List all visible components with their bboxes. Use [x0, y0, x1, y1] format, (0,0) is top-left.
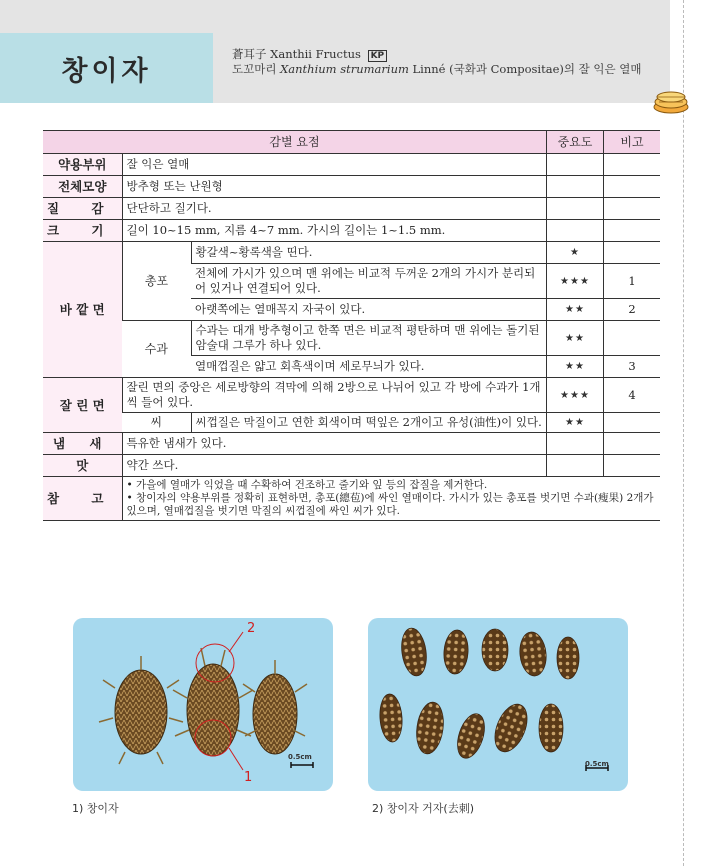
herb-bundle-icon	[651, 85, 691, 115]
header-line-1	[232, 47, 662, 62]
burs-with-spines-illustration	[73, 618, 333, 791]
bract-point-2-note: 1	[604, 264, 661, 299]
cut-point-1-note: 4	[604, 378, 661, 413]
scale-bar-1	[291, 762, 313, 768]
bur-2	[173, 648, 253, 756]
scale-label-2: 0.5cm	[585, 760, 609, 768]
bract-point-2-importance: ★★★	[547, 264, 604, 299]
col-note-header: 비고	[604, 131, 661, 154]
identification-table	[43, 130, 660, 521]
bur-1	[99, 656, 183, 764]
bract-point-1-importance: ★	[547, 242, 604, 264]
row-label-texture: 질 감	[43, 198, 122, 220]
bur-3	[243, 660, 307, 754]
col-importance-header: 중요도	[547, 131, 604, 154]
row-label-taste: 맛	[43, 455, 122, 477]
col-main-header: 감별 요점	[43, 131, 547, 154]
bract-point-3-note: 2	[604, 299, 661, 321]
figure-1-caption: 1) 창이자	[72, 802, 119, 815]
texture-value: 단단하고 질기다.	[122, 198, 546, 220]
seed-point-importance: ★★	[547, 413, 604, 433]
row-label-size: 크 기	[43, 220, 122, 242]
leader-line-1	[229, 748, 243, 770]
header-description	[232, 47, 662, 77]
scale-label-1: 0.5cm	[288, 753, 312, 761]
achene-point-1: 수과는 대개 방추형이고 한쪽 면은 비교적 평탄하며 맨 위에는 돌기된 암술대 그루가 하나 있다.	[191, 321, 546, 356]
achene-point-1-importance: ★★	[547, 321, 604, 356]
achene-label: 수과	[122, 321, 191, 378]
seed-label: 씨	[122, 413, 191, 433]
species-name: Xanthium strumarium	[280, 62, 409, 76]
plant-korean-name: 도꼬마리	[232, 62, 277, 76]
achene-point-2-note: 3	[604, 356, 661, 378]
reference-notes	[122, 477, 660, 521]
seed-point: 씨껍질은 막질이고 연한 회색이며 떡잎은 2개이고 유성(油性)이 있다.	[191, 413, 546, 433]
row-label-part: 약용부위	[43, 154, 122, 176]
row-label-smell: 냄 새	[43, 433, 122, 455]
hanja-name: 蒼耳子	[232, 47, 267, 61]
bract-point-3-importance: ★★	[547, 299, 604, 321]
bract-point-1: 황갈색~황록색을 띤다.	[191, 242, 546, 264]
row-label-cut: 잘 린 면	[43, 378, 122, 433]
cut-point-1: 잘린 면의 중앙은 세로방향의 격막에 의해 2방으로 나뉘어 있고 각 방에 수과가 1개씩 들어 있다.	[122, 378, 546, 413]
kp-badge: KP	[368, 50, 388, 62]
leader-line-2	[229, 632, 243, 652]
row-label-outer: 바 깥 면	[43, 242, 122, 378]
row-label-reference: 참 고	[43, 477, 122, 521]
bract-point-3: 아랫쪽에는 열매꼭지 자국이 있다.	[191, 299, 546, 321]
reference-note-1: • 가을에 열매가 익었을 때 수확하여 건조하고 줄기와 잎 등의 잡질을 제거한다.	[126, 479, 488, 491]
figure-1-photo	[73, 618, 333, 791]
achene-point-2-importance: ★★	[547, 356, 604, 378]
marker-label-2: 2	[247, 621, 256, 636]
smell-value: 특유한 냄새가 있다.	[122, 433, 546, 455]
plant-family: Linné (국화과 Compositae)의 잘 익은 열매	[412, 62, 642, 76]
marker-label-1: 1	[244, 770, 253, 785]
achene-point-2: 열매껍질은 얇고 회흑색이며 세로무늬가 있다.	[191, 356, 546, 378]
taste-value: 약간 쓰다.	[122, 455, 546, 477]
dehusked-burs	[378, 627, 579, 762]
bract-label: 총포	[122, 242, 191, 321]
bract-point-2: 전체에 가시가 있으며 맨 위에는 비교적 두꺼운 2개의 가시가 분리되어 있거나 연결되어 있다.	[191, 264, 546, 299]
reference-note-2: • 창이자의 약용부위를 정확히 표현하면, 총포(總苞)에 싸인 열매이다. 가시가 있는 총포를 벗기면 수과(瘦果) 2개가 있으며, 열매껍질을 벗기면 막질의 씨껍질에 싸인 씨가 있다.	[126, 492, 654, 517]
part-value: 잘 익은 열매	[122, 154, 546, 176]
page-margin-line	[683, 0, 684, 866]
cut-point-1-importance: ★★★	[547, 378, 604, 413]
shape-value: 방추형 또는 난원형	[122, 176, 546, 198]
title-box	[0, 33, 213, 103]
latin-drug-name: Xanthii Fructus	[270, 47, 361, 61]
page-title: 창이자	[61, 55, 152, 87]
header-line-2	[232, 62, 662, 77]
figure-2-caption: 2) 창이자 거자(去刺)	[372, 802, 474, 815]
row-label-shape: 전체모양	[43, 176, 122, 198]
size-value: 길이 10~15 mm, 지름 4~7 mm. 가시의 길이는 1~1.5 mm.	[122, 220, 546, 242]
